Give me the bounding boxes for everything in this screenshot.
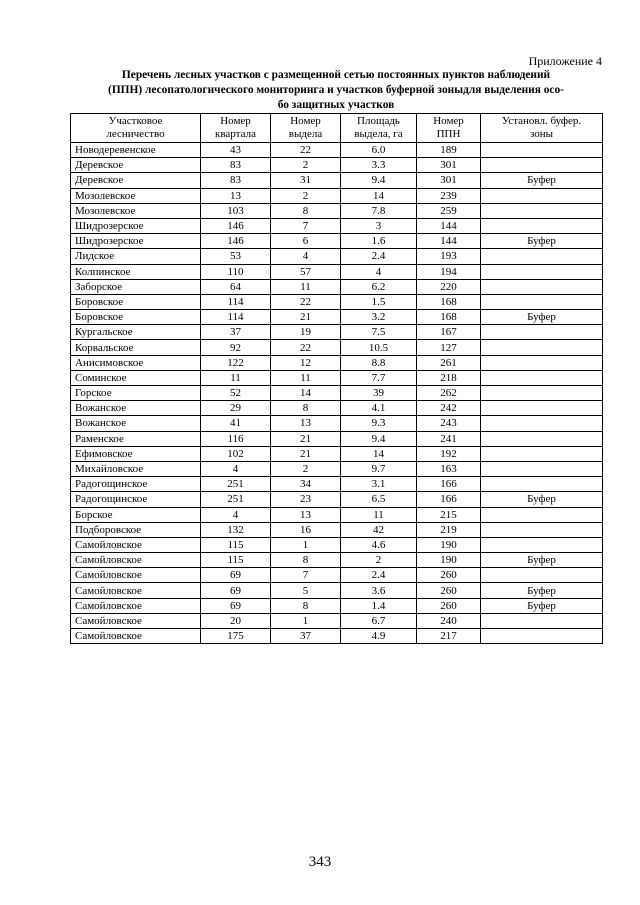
cell-area: 4.6 (341, 537, 417, 552)
cell-buffer (481, 203, 603, 218)
table-row (71, 143, 603, 158)
cell-area: 39 (341, 386, 417, 401)
table-row (71, 446, 603, 461)
cell-area: 9.4 (341, 173, 417, 188)
cell-area: 3.2 (341, 310, 417, 325)
cell-quarter: 122 (201, 355, 271, 370)
table-body (71, 143, 603, 644)
cell-forestry: Шидрозерское (71, 218, 201, 233)
table-row (71, 416, 603, 431)
cell-ppn: 301 (417, 158, 481, 173)
cell-ppn: 262 (417, 386, 481, 401)
cell-area: 14 (341, 188, 417, 203)
table-row (71, 598, 603, 613)
cell-ppn: 168 (417, 294, 481, 309)
cell-ppn: 193 (417, 249, 481, 264)
cell-forestry: Анисимовское (71, 355, 201, 370)
cell-buffer (481, 461, 603, 476)
cell-quarter: 83 (201, 173, 271, 188)
cell-forestry: Ефимовское (71, 446, 201, 461)
cell-buffer: Буфер (481, 234, 603, 249)
cell-ppn: 242 (417, 401, 481, 416)
cell-forestry: Радогощинское (71, 492, 201, 507)
cell-forestry: Боровское (71, 294, 201, 309)
header-buffer (481, 114, 603, 143)
cell-forestry: Горское (71, 386, 201, 401)
header-forestry-line-2: лесничество (106, 128, 165, 140)
cell-quarter: 146 (201, 234, 271, 249)
cell-area: 2.4 (341, 568, 417, 583)
cell-allotment: 8 (271, 553, 341, 568)
plots-table (70, 113, 603, 644)
table-row (71, 173, 603, 188)
cell-allotment: 4 (271, 249, 341, 264)
cell-quarter: 4 (201, 461, 271, 476)
cell-forestry: Заборское (71, 279, 201, 294)
cell-buffer (481, 188, 603, 203)
cell-quarter: 69 (201, 583, 271, 598)
table-row (71, 537, 603, 552)
cell-allotment: 22 (271, 294, 341, 309)
table-row (71, 507, 603, 522)
header-allotment (271, 114, 341, 143)
cell-forestry: Радогощинское (71, 477, 201, 492)
cell-allotment: 22 (271, 143, 341, 158)
cell-quarter: 69 (201, 598, 271, 613)
table-row (71, 355, 603, 370)
cell-forestry: Самойловское (71, 537, 201, 552)
cell-allotment: 14 (271, 386, 341, 401)
cell-buffer: Буфер (481, 598, 603, 613)
cell-buffer (481, 386, 603, 401)
cell-quarter: 103 (201, 203, 271, 218)
cell-buffer (481, 294, 603, 309)
cell-buffer (481, 218, 603, 233)
cell-ppn: 168 (417, 310, 481, 325)
cell-buffer: Буфер (481, 492, 603, 507)
cell-buffer (481, 249, 603, 264)
header-area-line-1: Площадь (357, 115, 400, 127)
cell-ppn: 239 (417, 188, 481, 203)
cell-ppn: 190 (417, 537, 481, 552)
table-row (71, 553, 603, 568)
cell-ppn: 217 (417, 629, 481, 644)
cell-quarter: 146 (201, 218, 271, 233)
cell-allotment: 13 (271, 416, 341, 431)
table-row (71, 279, 603, 294)
cell-buffer (481, 613, 603, 628)
table-row (71, 294, 603, 309)
table-row (71, 203, 603, 218)
cell-buffer: Буфер (481, 173, 603, 188)
cell-area: 4 (341, 264, 417, 279)
cell-allotment: 57 (271, 264, 341, 279)
cell-quarter: 92 (201, 340, 271, 355)
table-row (71, 583, 603, 598)
table-row (71, 477, 603, 492)
cell-forestry: Шидрозерское (71, 234, 201, 249)
cell-allotment: 8 (271, 598, 341, 613)
cell-allotment: 16 (271, 522, 341, 537)
document-title (68, 68, 604, 113)
cell-quarter: 29 (201, 401, 271, 416)
cell-area: 6.0 (341, 143, 417, 158)
cell-area: 7.5 (341, 325, 417, 340)
cell-allotment: 5 (271, 583, 341, 598)
cell-ppn: 260 (417, 598, 481, 613)
cell-quarter: 115 (201, 537, 271, 552)
cell-quarter: 52 (201, 386, 271, 401)
cell-allotment: 1 (271, 537, 341, 552)
table-row (71, 158, 603, 173)
header-buffer-line-2: зоны (529, 128, 554, 140)
table-row (71, 613, 603, 628)
cell-area: 42 (341, 522, 417, 537)
table-row (71, 188, 603, 203)
cell-forestry: Боровское (71, 310, 201, 325)
cell-ppn: 261 (417, 355, 481, 370)
cell-buffer: Буфер (481, 553, 603, 568)
cell-area: 9.7 (341, 461, 417, 476)
cell-ppn: 218 (417, 370, 481, 385)
cell-allotment: 21 (271, 431, 341, 446)
cell-area: 3.6 (341, 583, 417, 598)
cell-ppn: 220 (417, 279, 481, 294)
header-buffer-line-1: Установл. буфер. (501, 115, 582, 127)
cell-ppn: 144 (417, 234, 481, 249)
cell-allotment: 23 (271, 492, 341, 507)
cell-allotment: 21 (271, 310, 341, 325)
cell-buffer (481, 340, 603, 355)
cell-forestry: Самойловское (71, 568, 201, 583)
cell-allotment: 31 (271, 173, 341, 188)
cell-quarter: 132 (201, 522, 271, 537)
cell-area: 4.1 (341, 401, 417, 416)
cell-ppn: 241 (417, 431, 481, 446)
cell-forestry: Соминское (71, 370, 201, 385)
table-row (71, 249, 603, 264)
cell-allotment: 2 (271, 158, 341, 173)
table-row (71, 431, 603, 446)
cell-area: 3.1 (341, 477, 417, 492)
cell-ppn: 167 (417, 325, 481, 340)
table-row (71, 218, 603, 233)
cell-allotment: 6 (271, 234, 341, 249)
cell-allotment: 34 (271, 477, 341, 492)
cell-buffer (481, 143, 603, 158)
cell-ppn: 127 (417, 340, 481, 355)
header-allotment-line-1: Номер (290, 115, 321, 127)
cell-quarter: 53 (201, 249, 271, 264)
cell-allotment: 21 (271, 446, 341, 461)
cell-ppn: 243 (417, 416, 481, 431)
cell-forestry: Раменское (71, 431, 201, 446)
cell-area: 6.2 (341, 279, 417, 294)
cell-quarter: 64 (201, 279, 271, 294)
appendix-label: Приложение 4 (528, 54, 602, 68)
cell-area: 2.4 (341, 249, 417, 264)
cell-forestry: Лидское (71, 249, 201, 264)
title-line-3: бо защитных участков (277, 99, 395, 111)
cell-forestry: Деревское (71, 158, 201, 173)
table-row (71, 401, 603, 416)
page-number: 343 (308, 854, 332, 870)
cell-buffer (481, 507, 603, 522)
cell-forestry: Мозолевское (71, 203, 201, 218)
cell-ppn: 144 (417, 218, 481, 233)
cell-buffer: Буфер (481, 583, 603, 598)
table-row (71, 386, 603, 401)
cell-allotment: 2 (271, 461, 341, 476)
cell-ppn: 240 (417, 613, 481, 628)
cell-area: 3 (341, 218, 417, 233)
header-forestry (71, 114, 201, 143)
header-ppn-line-2: ППН (436, 128, 461, 140)
table-row (71, 522, 603, 537)
cell-allotment: 13 (271, 507, 341, 522)
cell-forestry: Новодеревенское (71, 143, 201, 158)
cell-forestry: Кургальское (71, 325, 201, 340)
title-line-1: Перечень лесных участков с размещенной сетью постоянных пунктов наблюдений (121, 69, 551, 81)
table-row (71, 461, 603, 476)
cell-ppn: 194 (417, 264, 481, 279)
cell-allotment: 2 (271, 188, 341, 203)
cell-quarter: 251 (201, 492, 271, 507)
cell-area: 1.5 (341, 294, 417, 309)
cell-buffer (481, 522, 603, 537)
cell-forestry: Подборовское (71, 522, 201, 537)
cell-quarter: 13 (201, 188, 271, 203)
cell-buffer (481, 325, 603, 340)
table-row (71, 492, 603, 507)
cell-area: 7.8 (341, 203, 417, 218)
cell-buffer (481, 264, 603, 279)
cell-allotment: 37 (271, 629, 341, 644)
cell-forestry: Борское (71, 507, 201, 522)
cell-forestry: Колпинское (71, 264, 201, 279)
table-row (71, 568, 603, 583)
header-forestry-line-1: Участковое (108, 115, 163, 127)
header-area-line-2: выдела, га (354, 128, 403, 140)
cell-buffer (481, 446, 603, 461)
cell-ppn: 166 (417, 477, 481, 492)
cell-ppn: 190 (417, 553, 481, 568)
cell-quarter: 110 (201, 264, 271, 279)
title-line-2: (ППН) лесопатологического мониторинга и участков буферной зоныдля выделения осо- (108, 84, 564, 96)
cell-ppn: 259 (417, 203, 481, 218)
cell-area: 11 (341, 507, 417, 522)
cell-buffer (481, 537, 603, 552)
cell-area: 1.6 (341, 234, 417, 249)
cell-quarter: 43 (201, 143, 271, 158)
cell-forestry: Самойловское (71, 553, 201, 568)
cell-area: 6.5 (341, 492, 417, 507)
cell-buffer (481, 401, 603, 416)
cell-forestry: Вожанское (71, 416, 201, 431)
cell-forestry: Мозолевское (71, 188, 201, 203)
cell-ppn: 260 (417, 583, 481, 598)
cell-buffer (481, 416, 603, 431)
cell-quarter: 114 (201, 310, 271, 325)
table-row (71, 340, 603, 355)
cell-buffer: Буфер (481, 310, 603, 325)
cell-allotment: 8 (271, 203, 341, 218)
cell-ppn: 189 (417, 143, 481, 158)
cell-ppn: 219 (417, 522, 481, 537)
cell-ppn: 166 (417, 492, 481, 507)
cell-allotment: 12 (271, 355, 341, 370)
cell-allotment: 11 (271, 279, 341, 294)
cell-area: 10.5 (341, 340, 417, 355)
cell-quarter: 20 (201, 613, 271, 628)
cell-area: 14 (341, 446, 417, 461)
cell-area: 7.7 (341, 370, 417, 385)
cell-quarter: 69 (201, 568, 271, 583)
table-row (71, 234, 603, 249)
cell-quarter: 41 (201, 416, 271, 431)
cell-allotment: 22 (271, 340, 341, 355)
cell-forestry: Деревское (71, 173, 201, 188)
cell-forestry: Вожанское (71, 401, 201, 416)
header-quarter-line-2: квартала (215, 128, 256, 140)
cell-ppn: 260 (417, 568, 481, 583)
cell-area: 4.9 (341, 629, 417, 644)
cell-area: 6.7 (341, 613, 417, 628)
cell-buffer (481, 568, 603, 583)
cell-forestry: Самойловское (71, 629, 201, 644)
cell-quarter: 83 (201, 158, 271, 173)
table-row (71, 325, 603, 340)
cell-area: 9.4 (341, 431, 417, 446)
cell-buffer (481, 477, 603, 492)
cell-allotment: 8 (271, 401, 341, 416)
cell-allotment: 7 (271, 218, 341, 233)
header-quarter (201, 114, 271, 143)
header-ppn (417, 114, 481, 143)
cell-buffer (481, 355, 603, 370)
table-row (71, 264, 603, 279)
cell-forestry: Корвальское (71, 340, 201, 355)
cell-quarter: 175 (201, 629, 271, 644)
cell-allotment: 7 (271, 568, 341, 583)
header-allotment-line-2: выдела (288, 128, 323, 140)
cell-area: 2 (341, 553, 417, 568)
table-header-row (71, 114, 603, 143)
cell-ppn: 163 (417, 461, 481, 476)
cell-ppn: 192 (417, 446, 481, 461)
cell-ppn: 215 (417, 507, 481, 522)
cell-forestry: Самойловское (71, 598, 201, 613)
table-row (71, 310, 603, 325)
cell-quarter: 37 (201, 325, 271, 340)
cell-area: 8.8 (341, 355, 417, 370)
cell-buffer (481, 629, 603, 644)
cell-area: 9.3 (341, 416, 417, 431)
header-area (341, 114, 417, 143)
cell-quarter: 114 (201, 294, 271, 309)
header-ppn-line-1: Номер (433, 115, 464, 127)
cell-quarter: 116 (201, 431, 271, 446)
cell-quarter: 4 (201, 507, 271, 522)
cell-quarter: 102 (201, 446, 271, 461)
cell-forestry: Михайловское (71, 461, 201, 476)
table-row (71, 370, 603, 385)
cell-allotment: 1 (271, 613, 341, 628)
cell-forestry: Самойловское (71, 583, 201, 598)
cell-buffer (481, 279, 603, 294)
cell-area: 3.3 (341, 158, 417, 173)
table-row (71, 629, 603, 644)
cell-allotment: 19 (271, 325, 341, 340)
header-quarter-line-1: Номер (220, 115, 251, 127)
cell-area: 1.4 (341, 598, 417, 613)
cell-quarter: 115 (201, 553, 271, 568)
cell-quarter: 11 (201, 370, 271, 385)
cell-buffer (481, 431, 603, 446)
cell-quarter: 251 (201, 477, 271, 492)
cell-forestry: Самойловское (71, 613, 201, 628)
cell-ppn: 301 (417, 173, 481, 188)
cell-buffer (481, 370, 603, 385)
cell-buffer (481, 158, 603, 173)
cell-allotment: 11 (271, 370, 341, 385)
